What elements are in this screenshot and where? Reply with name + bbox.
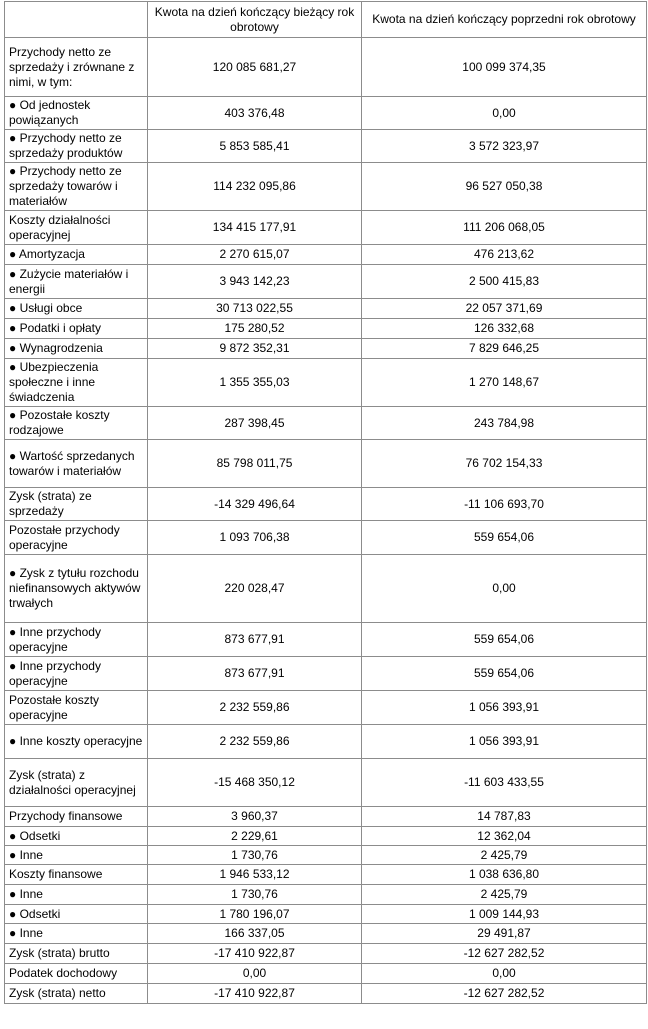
previous-year-value: 1 038 636,80: [362, 865, 647, 885]
previous-year-value: 1 056 393,91: [362, 691, 647, 725]
table-row: [5, 163, 647, 211]
table-row: [5, 865, 647, 885]
previous-year-value: 2 500 415,83: [362, 265, 647, 299]
row-label: ● Podatki i opłaty: [5, 319, 148, 339]
current-year-value: 1 730,76: [148, 846, 362, 865]
current-year-value: 5 853 585,41: [148, 130, 362, 163]
row-label: Zysk (strata) netto: [5, 984, 148, 1004]
table-body: [5, 38, 647, 1004]
current-year-value: 287 398,45: [148, 407, 362, 440]
table-row: [5, 319, 647, 339]
row-label: ● Zysk z tytułu rozchodu niefinansowych aktywów trwałych: [5, 555, 148, 623]
current-year-value: 166 337,05: [148, 924, 362, 944]
current-year-value: 2 270 615,07: [148, 245, 362, 265]
header-row: [5, 2, 647, 38]
row-label: Koszty finansowe: [5, 865, 148, 885]
header-current-year: Kwota na dzień kończący bieżący rok obrotowy: [148, 2, 362, 38]
row-label: ● Pozostałe koszty rodzajowe: [5, 407, 148, 440]
previous-year-value: 1 270 148,67: [362, 359, 647, 407]
previous-year-value: 96 527 050,38: [362, 163, 647, 211]
current-year-value: 873 677,91: [148, 657, 362, 691]
previous-year-value: 1 009 144,93: [362, 905, 647, 924]
previous-year-value: 1 056 393,91: [362, 725, 647, 759]
row-label: Przychody netto ze sprzedaży i zrównane z nimi, w tym:: [5, 38, 148, 97]
current-year-value: 114 232 095,86: [148, 163, 362, 211]
row-label: ● Zużycie materiałów i energii: [5, 265, 148, 299]
table-row: [5, 691, 647, 725]
current-year-value: 1 355 355,03: [148, 359, 362, 407]
table-row: [5, 827, 647, 846]
previous-year-value: 559 654,06: [362, 623, 647, 657]
header-previous-year: Kwota na dzień kończący poprzedni rok obrotowy: [362, 2, 647, 38]
current-year-value: 0,00: [148, 964, 362, 984]
row-label: ● Wynagrodzenia: [5, 339, 148, 359]
current-year-value: 1 093 706,38: [148, 521, 362, 555]
previous-year-value: 111 206 068,05: [362, 211, 647, 245]
table-row: [5, 265, 647, 299]
current-year-value: 1 780 196,07: [148, 905, 362, 924]
current-year-value: 1 730,76: [148, 885, 362, 905]
current-year-value: 3 943 142,23: [148, 265, 362, 299]
row-label: Zysk (strata) ze sprzedaży: [5, 488, 148, 521]
previous-year-value: 126 332,68: [362, 319, 647, 339]
previous-year-value: 559 654,06: [362, 657, 647, 691]
row-label: ● Usługi obce: [5, 299, 148, 319]
table-row: [5, 759, 647, 807]
row-label: Pozostałe koszty operacyjne: [5, 691, 148, 725]
current-year-value: 120 085 681,27: [148, 38, 362, 97]
row-label: ● Inne przychody operacyjne: [5, 623, 148, 657]
table-row: [5, 807, 647, 827]
current-year-value: 3 960,37: [148, 807, 362, 827]
previous-year-value: -11 603 433,55: [362, 759, 647, 807]
previous-year-value: 14 787,83: [362, 807, 647, 827]
row-label: ● Inne przychody operacyjne: [5, 657, 148, 691]
table-row: [5, 944, 647, 964]
row-label: ● Przychody netto ze sprzedaży produktów: [5, 130, 148, 163]
table-row: [5, 488, 647, 521]
previous-year-value: 3 572 323,97: [362, 130, 647, 163]
current-year-value: 134 415 177,91: [148, 211, 362, 245]
current-year-value: -14 329 496,64: [148, 488, 362, 521]
table-row: [5, 905, 647, 924]
table-row: [5, 359, 647, 407]
table-row: [5, 521, 647, 555]
row-label: ● Od jednostek powiązanych: [5, 97, 148, 130]
current-year-value: -15 468 350,12: [148, 759, 362, 807]
table-row: [5, 245, 647, 265]
table-row: [5, 846, 647, 865]
current-year-value: 1 946 533,12: [148, 865, 362, 885]
row-label: Zysk (strata) z działalności operacyjnej: [5, 759, 148, 807]
table-row: [5, 407, 647, 440]
financial-statement-table: [4, 1, 647, 1004]
current-year-value: 2 232 559,86: [148, 691, 362, 725]
current-year-value: 30 713 022,55: [148, 299, 362, 319]
table-row: [5, 440, 647, 488]
row-label: ● Inne: [5, 885, 148, 905]
table-row: [5, 38, 647, 97]
row-label: Zysk (strata) brutto: [5, 944, 148, 964]
current-year-value: 403 376,48: [148, 97, 362, 130]
previous-year-value: 0,00: [362, 964, 647, 984]
current-year-value: -17 410 922,87: [148, 944, 362, 964]
previous-year-value: 22 057 371,69: [362, 299, 647, 319]
previous-year-value: -12 627 282,52: [362, 944, 647, 964]
previous-year-value: 29 491,87: [362, 924, 647, 944]
previous-year-value: 2 425,79: [362, 846, 647, 865]
table-row: [5, 725, 647, 759]
row-label: ● Amortyzacja: [5, 245, 148, 265]
table-row: [5, 299, 647, 319]
table-row: [5, 130, 647, 163]
row-label: ● Inne koszty operacyjne: [5, 725, 148, 759]
previous-year-value: 243 784,98: [362, 407, 647, 440]
table-row: [5, 211, 647, 245]
previous-year-value: 12 362,04: [362, 827, 647, 846]
previous-year-value: 0,00: [362, 555, 647, 623]
previous-year-value: 76 702 154,33: [362, 440, 647, 488]
current-year-value: 9 872 352,31: [148, 339, 362, 359]
current-year-value: 873 677,91: [148, 623, 362, 657]
table-row: [5, 964, 647, 984]
table-row: [5, 555, 647, 623]
row-label: ● Inne: [5, 924, 148, 944]
table-row: [5, 885, 647, 905]
row-label: Pozostałe przychody operacyjne: [5, 521, 148, 555]
previous-year-value: 2 425,79: [362, 885, 647, 905]
current-year-value: 2 232 559,86: [148, 725, 362, 759]
previous-year-value: -12 627 282,52: [362, 984, 647, 1004]
current-year-value: 2 229,61: [148, 827, 362, 846]
row-label: Koszty działalności operacyjnej: [5, 211, 148, 245]
table-row: [5, 339, 647, 359]
row-label: ● Inne: [5, 846, 148, 865]
previous-year-value: 100 099 374,35: [362, 38, 647, 97]
row-label: ● Odsetki: [5, 827, 148, 846]
row-label: Przychody finansowe: [5, 807, 148, 827]
previous-year-value: 559 654,06: [362, 521, 647, 555]
row-label: ● Przychody netto ze sprzedaży towarów i materiałów: [5, 163, 148, 211]
previous-year-value: -11 106 693,70: [362, 488, 647, 521]
table-row: [5, 623, 647, 657]
table-row: [5, 657, 647, 691]
row-label: ● Ubezpieczenia społeczne i inne świadczenia: [5, 359, 148, 407]
table-row: [5, 97, 647, 130]
current-year-value: 85 798 011,75: [148, 440, 362, 488]
table-row: [5, 924, 647, 944]
table-row: [5, 984, 647, 1004]
row-label: ● Wartość sprzedanych towarów i materiałów: [5, 440, 148, 488]
previous-year-value: 7 829 646,25: [362, 339, 647, 359]
row-label: Podatek dochodowy: [5, 964, 148, 984]
previous-year-value: 476 213,62: [362, 245, 647, 265]
current-year-value: 175 280,52: [148, 319, 362, 339]
current-year-value: -17 410 922,87: [148, 984, 362, 1004]
header-cell-empty: [5, 2, 148, 38]
previous-year-value: 0,00: [362, 97, 647, 130]
row-label: ● Odsetki: [5, 905, 148, 924]
current-year-value: 220 028,47: [148, 555, 362, 623]
